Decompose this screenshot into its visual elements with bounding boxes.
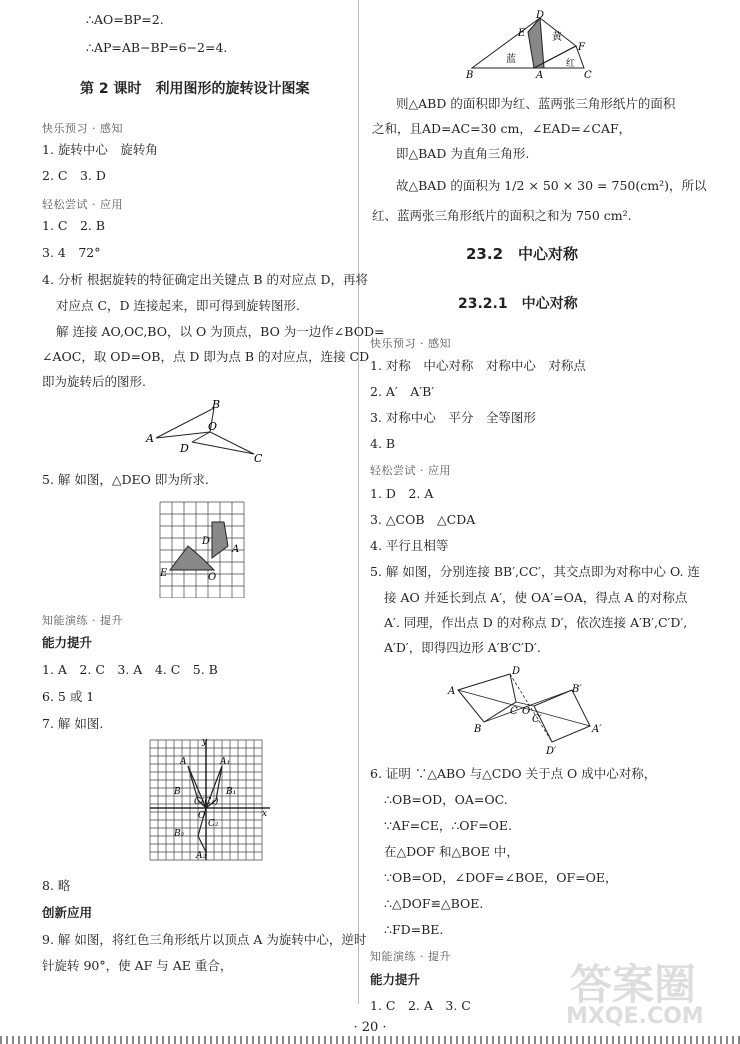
answer: 接 AO 并延长到点 A′，使 OA′=OA，得点 A 的对称点: [384, 590, 688, 605]
label-a: A: [448, 686, 456, 697]
label-a: A: [180, 757, 187, 767]
label-a1: A′: [592, 724, 602, 735]
proof-line: ∴FD=BE.: [384, 922, 444, 937]
proof-line: 在△DOF 和△BOE 中，: [384, 844, 519, 859]
proof-line: ∵AF=CE，∴OF=OE.: [384, 818, 513, 833]
answer: 7. 解 如图.: [42, 716, 104, 731]
grid-figure-2: [158, 500, 248, 598]
answer: 5. 解 如图，△DEO 即为所求.: [42, 472, 209, 487]
rotation-figure-1: [140, 396, 270, 466]
page-number: · 20 ·: [353, 1020, 387, 1035]
label-a: A: [536, 70, 544, 80]
label-x: x: [262, 809, 268, 819]
proof-line: ∴△DOF≌△BOE.: [384, 896, 484, 911]
line: ∴AO=BP=2.: [86, 12, 164, 27]
answer: 即为旋转后的图形.: [42, 374, 146, 389]
section-label: 快乐预习 · 感知: [370, 337, 451, 350]
label-d: D: [536, 10, 545, 21]
label-c2: C₂: [208, 819, 219, 829]
subheading: 能力提升: [42, 635, 93, 650]
label-o: O: [198, 811, 206, 821]
answer: 1. C 2. B: [42, 218, 106, 233]
label-b1: B′: [572, 684, 582, 695]
subheading: 能力提升: [370, 972, 421, 987]
section-label: 快乐预习 · 感知: [42, 122, 123, 135]
label-b: B: [474, 724, 482, 735]
label-c: C: [584, 70, 592, 80]
answer: 3. 4 72°: [42, 245, 101, 260]
label-c: C: [510, 706, 518, 717]
proof-line: 6. 证明 ∵△ABO 与△CDO 关于点 O 成中心对称，: [370, 766, 657, 781]
lesson-title: 第 2 课时 利用图形的旋转设计图案: [80, 81, 310, 97]
answer: 3. △COB △CDA: [370, 512, 476, 527]
label-b1: B₁: [226, 787, 237, 797]
label-a: A: [146, 432, 154, 445]
answer: 1. A 2. C 3. A 4. C 5. B: [42, 662, 218, 677]
label-blue: 蓝: [506, 54, 516, 65]
label-o: O: [208, 420, 218, 433]
label-d: D: [202, 536, 211, 547]
proof-line: ∴OB=OD，OA=OC.: [384, 792, 508, 807]
label-a: A: [232, 544, 240, 555]
subsection-title: 23.2.1 中心对称: [458, 296, 578, 312]
answer: 1. 旋转中心 旋转角: [42, 142, 158, 157]
section-label: 轻松尝试 · 应用: [42, 198, 123, 211]
proof-line: ∵OB=OD，∠DOF=∠BOE，OF=OE，: [384, 870, 618, 885]
symmetry-figure-5: [444, 662, 624, 758]
label-c1: C′: [532, 714, 542, 725]
answer: 8. 略: [42, 878, 71, 893]
answer: 解 连接 AO,OC,BO，以 O 为顶点，BO 为一边作∠BOD=: [56, 324, 385, 339]
label-e: E: [518, 28, 526, 39]
label-d1: D′: [546, 746, 557, 757]
text-line: 则△ABD 的面积即为红、蓝两张三角形纸片的面积: [396, 96, 676, 111]
answer: A′. 同理，作出点 D 的对称点 D′，依次连接 A′B′,C′D′,: [384, 615, 688, 630]
answer: A′D′，即得四边形 A′B′C′D′.: [384, 640, 541, 655]
answer: 9. 解 如图，将红色三角形纸片以顶点 A 为旋转中心，逆时: [42, 932, 367, 947]
text-line: 红、蓝两张三角形纸片的面积之和为 750 cm².: [372, 208, 632, 223]
watermark-url: MXQE.COM: [566, 1004, 704, 1029]
answer: 1. D 2. A: [370, 486, 434, 501]
answer: 对应点 C，D 连接起来，即可得到旋转图形.: [56, 298, 301, 313]
line: ∴AP=AB−BP=6−2=4.: [86, 40, 228, 55]
answer: 5. 解 如图，分别连接 BB′,CC′，其交点即为对称中心 O. 连: [370, 564, 700, 579]
answer: 4. 分析 根据旋转的特征确定出关键点 B 的对应点 D，再将: [42, 272, 369, 287]
label-e: E: [160, 568, 168, 579]
answer: 3. 对称中心 平分 全等图形: [370, 410, 536, 425]
section-title: 23.2 中心对称: [466, 245, 579, 263]
answer: 2. C 3. D: [42, 168, 106, 183]
label-d: D: [512, 666, 521, 677]
answer: 4. B: [370, 436, 396, 451]
label-o: O: [522, 706, 531, 717]
answer: 针旋转 90°，使 AF 与 AE 重合，: [42, 958, 233, 973]
triangle-figure-4: [462, 10, 602, 80]
section-label: 轻松尝试 · 应用: [370, 464, 451, 477]
section-label: 知能演练 · 提升: [370, 950, 451, 963]
answer: 2. A′ A′B′: [370, 384, 435, 399]
label-c: C: [254, 452, 263, 465]
answer: 1. 对称 中心对称 对称中心 对称点: [370, 358, 586, 373]
label-o: O: [208, 572, 217, 583]
label-yellow: 黄: [552, 32, 562, 43]
answer: 1. C 2. A 3. C: [370, 998, 471, 1013]
text-line: 故△BAD 的面积为 1/2 × 50 × 30 = 750(cm²)，所以: [396, 178, 707, 193]
label-red: 红: [566, 59, 576, 69]
bottom-rule: [0, 1036, 740, 1044]
label-d: D: [180, 442, 189, 455]
label-c: C(C₁): [194, 797, 219, 807]
section-label: 知能演练 · 提升: [42, 614, 123, 627]
watermark-logo: 答案圈: [570, 960, 697, 1009]
answer: 6. 5 或 1: [42, 689, 95, 704]
answer: 4. 平行且相等: [370, 538, 449, 553]
label-a2: A₂: [196, 851, 207, 861]
label-b: B: [466, 70, 474, 80]
subheading: 创新应用: [42, 905, 93, 920]
label-b2: B₂: [174, 829, 185, 839]
text-line: 之和，且AD=AC=30 cm，∠EAD=∠CAF，: [372, 121, 632, 136]
coordinate-figure-3: [146, 736, 276, 864]
column-divider: [358, 0, 359, 1004]
text-line: 即△BAD 为直角三角形.: [396, 146, 530, 161]
label-b: B: [174, 787, 181, 797]
label-y: y: [202, 737, 208, 747]
answer: ∠AOC，取 OD=OB，点 D 即为点 B 的对应点，连接 CD: [42, 349, 370, 364]
label-f: F: [578, 42, 585, 53]
label-b: B: [212, 398, 221, 411]
label-a1: A₁: [220, 757, 231, 767]
